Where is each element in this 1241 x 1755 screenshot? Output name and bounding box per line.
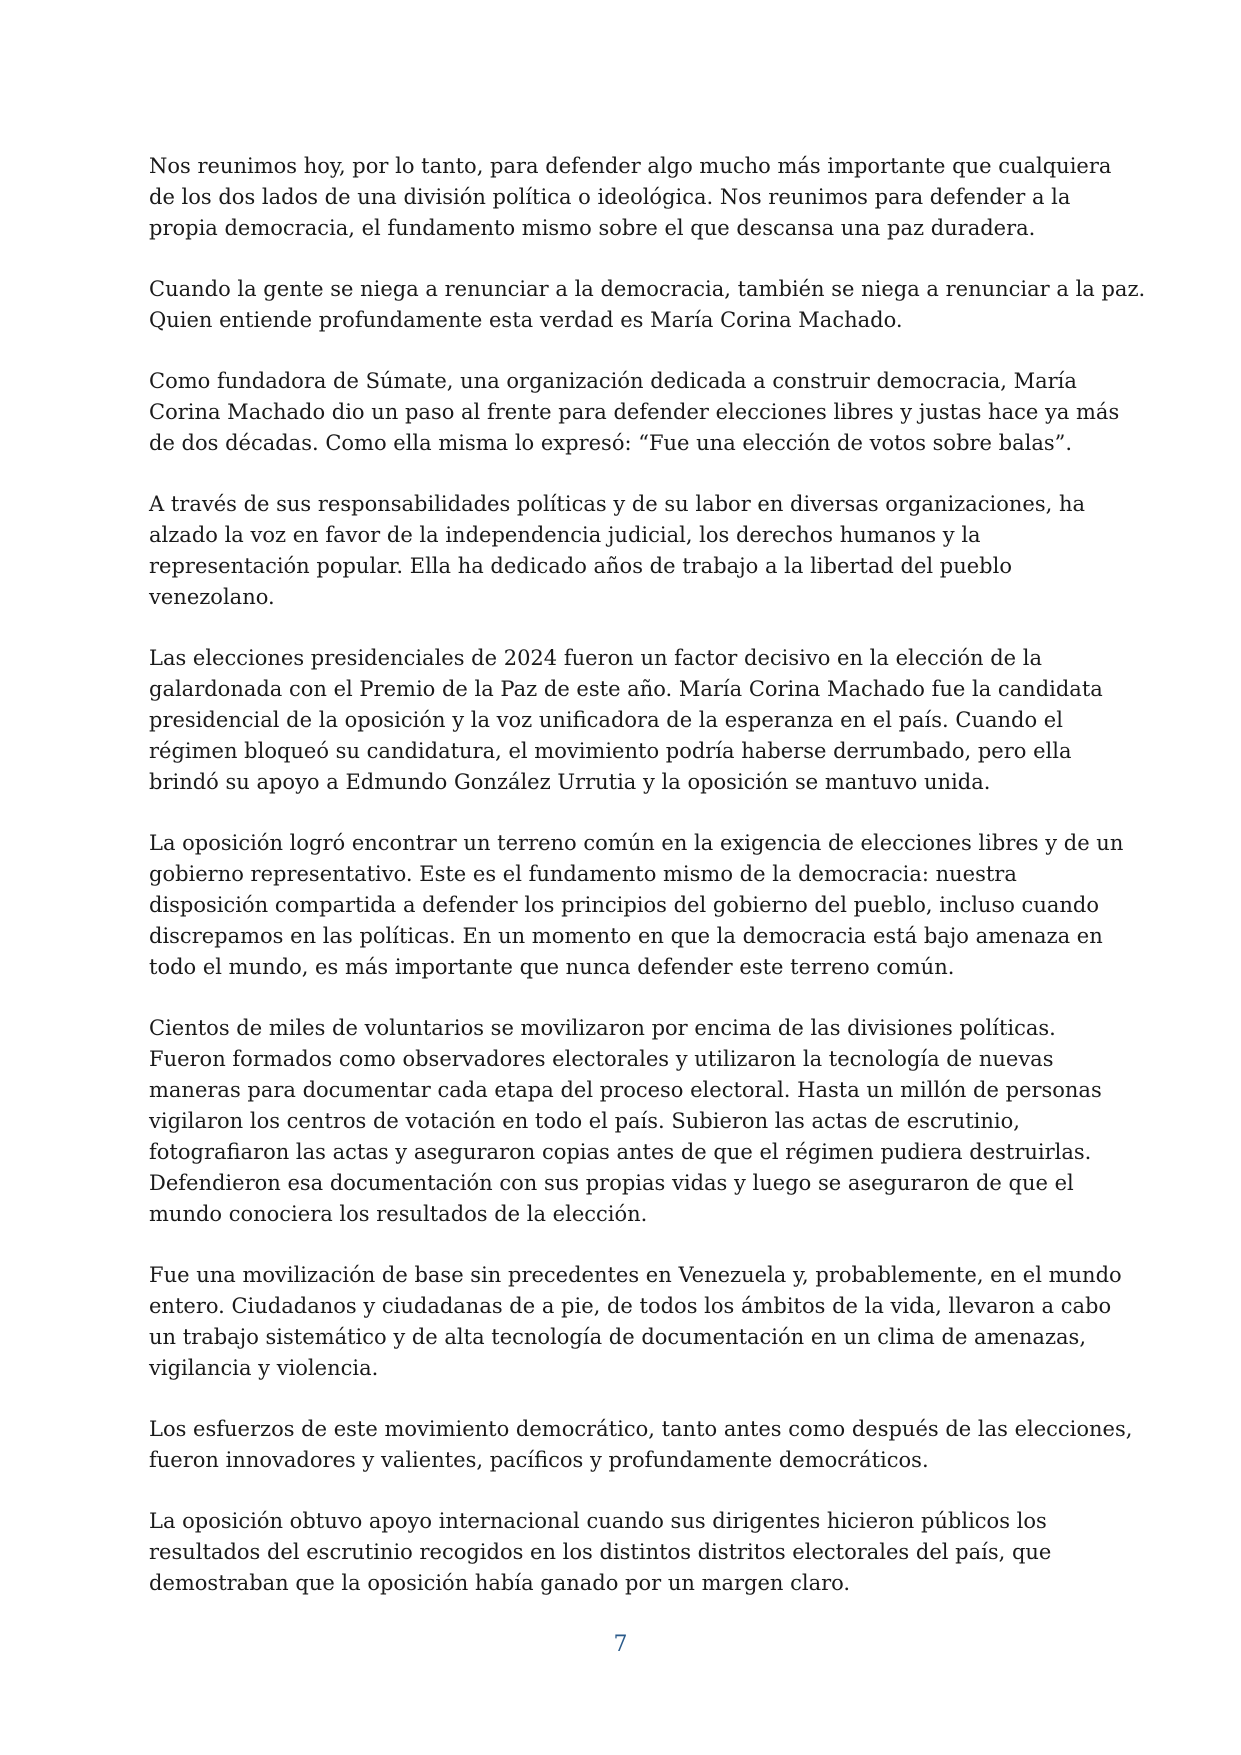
- paragraph-line: presidencial de la oposición y la voz unificadora de la esperanza en el país. Cuando el: [149, 708, 1063, 732]
- paragraph-line: Defendieron esa documentación con sus propias vidas y luego se aseguraron de que el: [149, 1171, 1074, 1195]
- paragraph-line: gobierno representativo. Este es el fundamento mismo de la democracia: nuestra: [149, 862, 1017, 886]
- paragraph-line: de dos décadas. Como ella misma lo expresó: “Fue una elección de votos sobre balas”.: [149, 431, 1073, 455]
- paragraph-line: venezolano.: [149, 585, 275, 609]
- paragraph-line: A través de sus responsabilidades políticas y de su labor en diversas organizaciones, ha: [149, 492, 1085, 516]
- paragraph-line: Los esfuerzos de este movimiento democrático, tanto antes como después de las elecciones,: [149, 1417, 1133, 1441]
- paragraph: [149, 1506, 1109, 1599]
- paragraph-line: un trabajo sistemático y de alta tecnología de documentación en un clima de amenazas,: [149, 1325, 1086, 1349]
- paragraph-line: Las elecciones presidenciales de 2024 fueron un factor decisivo en la elección de la: [149, 646, 1043, 670]
- paragraph: [149, 643, 1109, 798]
- paragraph: [149, 151, 1112, 244]
- paragraph-line: vigilancia y violencia.: [149, 1356, 379, 1380]
- paragraph-line: brindó su apoyo a Edmundo González Urrutia y la oposición se mantuvo unida.: [149, 770, 991, 794]
- paragraph: [149, 828, 1124, 983]
- paragraph: [149, 489, 1109, 613]
- paragraph-line: Fueron formados como observadores electorales y utilizaron la tecnología de nuevas: [149, 1047, 1054, 1071]
- paragraph-line: La oposición logró encontrar un terreno común en la exigencia de elecciones libres y de un: [149, 831, 1124, 855]
- paragraph-line: resultados del escrutinio recogidos en los distintos distritos electorales del país, que: [149, 1540, 1052, 1564]
- paragraph-line: maneras para documentar cada etapa del proceso electoral. Hasta un millón de personas: [149, 1078, 1102, 1102]
- paragraph-line: Corina Machado dio un paso al frente para defender elecciones libres y justas hace ya más: [149, 400, 1120, 424]
- paragraph: [149, 366, 1120, 459]
- paragraph-line: representación popular. Ella ha dedicado años de trabajo a la libertad del pueblo: [149, 554, 1012, 578]
- paragraph-line: alzado la voz en favor de la independencia judicial, los derechos humanos y la: [149, 523, 981, 547]
- paragraph-line: discrepamos en las políticas. En un momento en que la democracia está bajo amenaza en: [149, 924, 1103, 948]
- paragraph-line: Nos reunimos hoy, por lo tanto, para defender algo mucho más importante que cualquiera: [149, 154, 1112, 178]
- paragraph-line: fotografiaron las actas y aseguraron copias antes de que el régimen pudiera destruirlas.: [149, 1140, 1092, 1164]
- paragraph-line: propia democracia, el fundamento mismo sobre el que descansa una paz duradera.: [149, 216, 1036, 240]
- paragraph-line: entero. Ciudadanos y ciudadanas de a pie, de todos los ámbitos de la vida, llevaron a cabo: [149, 1294, 1112, 1318]
- paragraph-line: Como fundadora de Súmate, una organización dedicada a construir democracia, María: [149, 369, 1077, 393]
- paragraph-line: mundo conociera los resultados de la elección.: [149, 1202, 648, 1226]
- paragraph-line: La oposición obtuvo apoyo internacional cuando sus dirigentes hicieron públicos los: [149, 1509, 1047, 1533]
- paragraph-line: todo el mundo, es más importante que nunca defender este terreno común.: [149, 955, 955, 979]
- paragraph-line: demostraban que la oposición había ganado por un margen claro.: [149, 1571, 851, 1595]
- document-body: [149, 151, 1146, 1629]
- paragraph-line: vigilaron los centros de votación en todo el país. Subieron las actas de escrutinio,: [149, 1109, 1020, 1133]
- paragraph-line: Cuando la gente se niega a renunciar a la democracia, también se niega a renunciar a la paz.: [149, 277, 1146, 301]
- paragraph-line: Fue una movilización de base sin precedentes en Venezuela y, probablemente, en el mundo: [149, 1263, 1122, 1287]
- paragraph-line: Cientos de miles de voluntarios se movilizaron por encima de las divisiones políticas.: [149, 1016, 1056, 1040]
- paragraph-line: de los dos lados de una división política o ideológica. Nos reunimos para defender a la: [149, 185, 1071, 209]
- page-number: 7: [613, 1632, 628, 1657]
- paragraph-line: Quien entiende profundamente esta verdad es María Corina Machado.: [149, 308, 903, 332]
- paragraph-line: fueron innovadores y valientes, pacíficos y profundamente democráticos.: [149, 1448, 929, 1472]
- paragraph: [149, 1013, 1109, 1230]
- paragraph: [149, 1414, 1133, 1476]
- paragraph-line: galardonada con el Premio de la Paz de este año. María Corina Machado fue la candidata: [149, 677, 1103, 701]
- paragraph-line: disposición compartida a defender los principios del gobierno del pueblo, incluso cuando: [149, 893, 1099, 917]
- paragraph-line: régimen bloqueó su candidatura, el movimiento podría haberse derrumbado, pero ella: [149, 739, 1072, 763]
- paragraph: [149, 1260, 1122, 1384]
- paragraph: [149, 274, 1146, 336]
